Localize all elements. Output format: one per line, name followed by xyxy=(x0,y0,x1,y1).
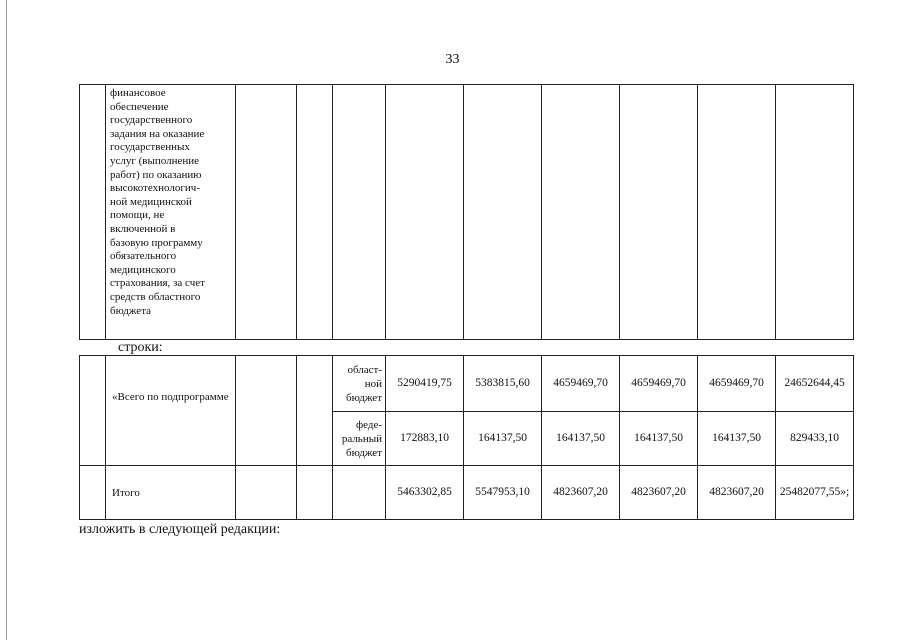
description-line: медицинского xyxy=(110,263,176,276)
description-line: государственного xyxy=(110,114,193,127)
value-cell: 4659469,70 xyxy=(620,356,698,412)
value-cell: 172883,10 xyxy=(386,412,464,466)
bottom-table-fragment xyxy=(79,355,854,520)
scan-margin-line xyxy=(6,0,7,640)
empty-cell xyxy=(236,356,297,466)
number-cell xyxy=(80,466,106,520)
description-line: включенной в xyxy=(110,222,176,235)
table-row-total xyxy=(80,466,854,520)
description-line: страхования, за счет xyxy=(110,277,205,290)
empty-cell xyxy=(542,85,620,340)
number-cell xyxy=(80,356,106,466)
federal-budget-label: феде- ральный бюджет xyxy=(333,412,386,466)
table-row-regional xyxy=(80,356,854,412)
description-line: базовую программу xyxy=(110,236,203,249)
edit-instruction: изложить в следующей редакции: xyxy=(79,522,281,537)
empty-cell xyxy=(333,85,386,340)
subprogram-total-label: «Всего по подпрограмме xyxy=(106,356,236,466)
total-label: Итого xyxy=(106,466,236,520)
empty-cell xyxy=(464,85,542,340)
value-cell: 164137,50 xyxy=(464,412,542,466)
description-line: задания на оказание xyxy=(110,127,205,140)
empty-cell xyxy=(297,356,333,466)
description-line: работ) по оказанию xyxy=(110,168,202,181)
empty-cell xyxy=(333,466,386,520)
value-cell: 5463302,85 xyxy=(386,466,464,520)
description-line: высокотехнологич- xyxy=(110,182,200,195)
top-table-fragment xyxy=(79,84,854,340)
empty-cell xyxy=(297,466,333,520)
value-cell: 4659469,70 xyxy=(542,356,620,412)
description-line: помощи, не xyxy=(110,209,165,222)
description-line: финансовое xyxy=(110,87,166,99)
value-cell: 24652644,45 xyxy=(776,356,854,412)
description-line: услуг (выполнение xyxy=(110,154,200,167)
value-cell: 164137,50 xyxy=(620,412,698,466)
number-cell xyxy=(80,85,106,340)
value-cell: 4823607,20 xyxy=(698,466,776,520)
value-cell: 164137,50 xyxy=(698,412,776,466)
empty-cell xyxy=(620,85,698,340)
description-line: средств областного xyxy=(110,290,201,303)
strings-label: строки: xyxy=(118,340,163,355)
description-line: обязательного xyxy=(110,250,177,263)
value-cell: 4823607,20 xyxy=(620,466,698,520)
description-cell xyxy=(106,85,236,340)
description-line: бюджета xyxy=(110,304,152,317)
value-cell: 5383815,60 xyxy=(464,356,542,412)
empty-cell xyxy=(297,85,333,340)
value-cell: 4659469,70 xyxy=(698,356,776,412)
empty-cell xyxy=(776,85,854,340)
value-cell: 5290419,75 xyxy=(386,356,464,412)
empty-cell xyxy=(236,466,297,520)
value-cell: 5547953,10 xyxy=(464,466,542,520)
value-cell: 25482077,55»; xyxy=(776,466,854,520)
empty-cell xyxy=(386,85,464,340)
value-cell: 4823607,20 xyxy=(542,466,620,520)
description-line: обеспечение xyxy=(110,100,169,113)
regional-budget-label: област- ной бюджет xyxy=(333,356,386,412)
description-line: государственных xyxy=(110,141,190,154)
value-cell: 829433,10 xyxy=(776,412,854,466)
empty-cell xyxy=(236,85,297,340)
page-number: 33 xyxy=(445,52,460,67)
table-row xyxy=(80,85,854,340)
description-line: ной медицинской xyxy=(110,195,192,208)
value-cell: 164137,50 xyxy=(542,412,620,466)
empty-cell xyxy=(698,85,776,340)
